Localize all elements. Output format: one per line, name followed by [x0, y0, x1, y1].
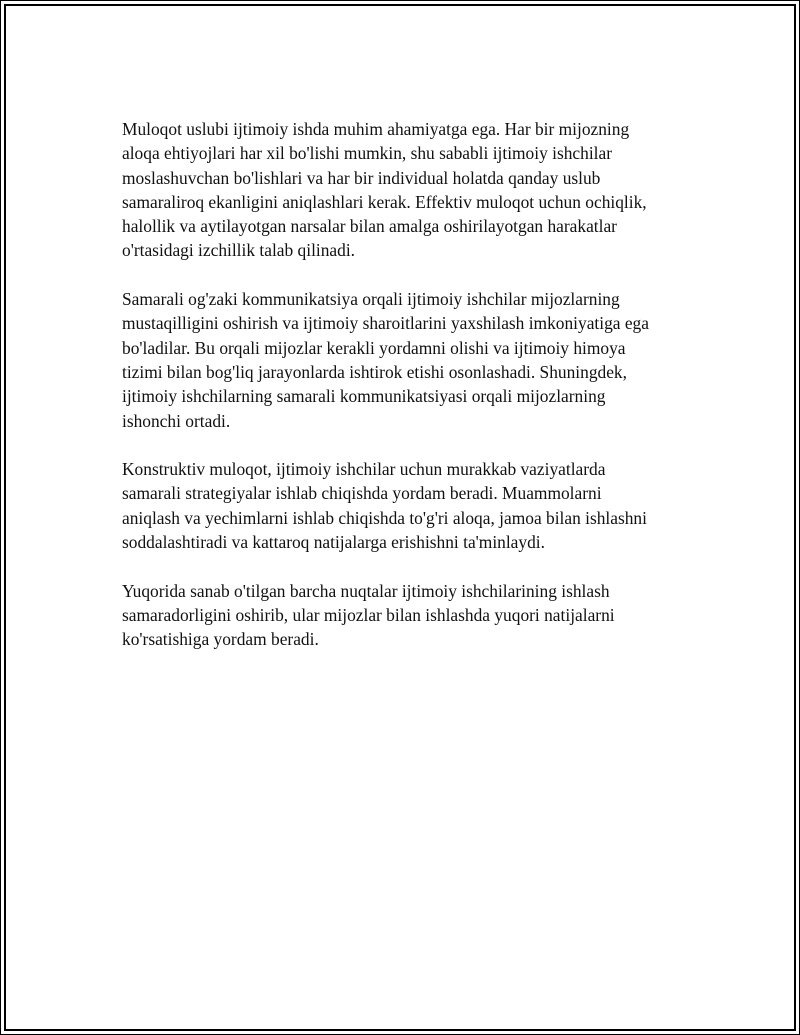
page-border-frame [4, 4, 796, 1031]
paragraph-3: Konstruktiv muloqot, ijtimoiy ishchilar uchun murakkab vaziyatlarda samarali strategiyalar ishlab chiqishda yordam beradi. Muammolarni aniqlash va yechimlarni ishlab chiqishda to'g'ri aloqa, jamoa bilan ishlashni soddalashtiradi va kattaroq natijalarga erishishni ta'minlaydi. [122, 459, 647, 553]
document-body [122, 117, 688, 652]
paragraph-1: Muloqot uslubi ijtimoiy ishda muhim ahamiyatga ega. Har bir mijozning aloqa ehtiyojlari har xil bo'lishi mumkin, shu sababli ijtimoiy ishchilar moslashuvchan bo'lishlari va har bir individual holatda qanday uslub samaraliroq ekanligini aniqlashlari kerak. Effektiv muloqot uchun ochiqlik, halollik va aytilayotgan narsalar bilan amalga oshirilayotgan harakatlar o'rtasidagi izchillik talab qilinadi. [122, 119, 647, 261]
paragraph-4: Yuqorida sanab o'tilgan barcha nuqtalar ijtimoiy ishchilarining ishlash samaradorligini oshirib, ular mijozlar bilan ishlashda yuqori natijalarni ko'rsatishiga yordam beradi. [122, 580, 615, 650]
paragraph-2: Samarali og'zaki kommunikatsiya orqali ijtimoiy ishchilar mijozlarning mustaqilligini oshirish va ijtimoiy sharoitlarini yaxshilash imkoniyatiga ega bo'ladilar. Bu orqali mijozlar kerakli yordamni olishi va ijtimoiy himoya tizimi bilan bog'liq jarayonlarda ishtirok etishi osonlashadi. Shuningdek, ijtimoiy ishchilarning samarali kommunikatsiyasi orqali mijozlarning ishonchi ortadi. [122, 289, 649, 431]
